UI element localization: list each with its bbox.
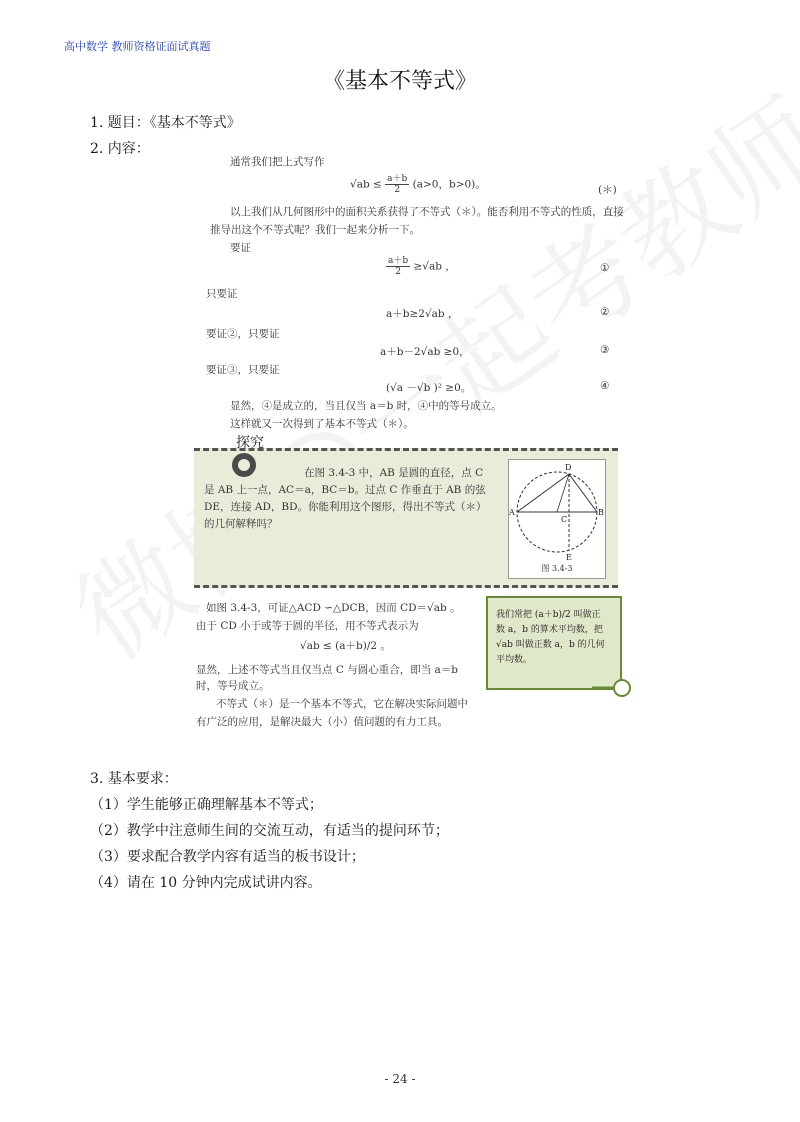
tag-3: ③ <box>600 344 610 356</box>
excerpt-line: 有广泛的应用，是解决最大（小）值问题的有力工具。 <box>196 716 448 728</box>
excerpt-line: 由于 CD 小于或等于圆的半径，用不等式表示为 <box>196 620 419 632</box>
explore-badge-label: 探究 <box>236 435 264 451</box>
tag-star: (＊) <box>598 184 617 196</box>
excerpt-line: 推导出这个不等式呢？我们一起来分析一下。 <box>210 224 420 236</box>
excerpt-line: 要证③，只要证 <box>206 364 280 376</box>
label-D: D <box>565 463 572 472</box>
excerpt-line: 只要证 <box>206 288 238 300</box>
excerpt-line: 通常我们把上式写作 <box>230 156 325 168</box>
excerpt-line: 以上我们从几何图形中的面积关系获得了不等式（＊）。能否利用不等式的性质，直接 <box>230 206 624 218</box>
tag-4: ④ <box>600 380 610 392</box>
figure-caption: 图 3.4-3 <box>541 564 573 573</box>
fraction-numerator: a＋b <box>387 174 408 184</box>
requirement-item: （1）学生能够正确理解基本不等式； <box>90 797 323 813</box>
requirement-item: （2）教学中注意师生间的交流互动，有适当的提问环节； <box>90 823 449 839</box>
excerpt-line: 这样就又一次得到了基本不等式（＊）。 <box>230 418 414 430</box>
topic-line: 1. 题目：《基本不等式》 <box>90 115 241 131</box>
margin-note-text <box>496 608 614 668</box>
excerpt-line: 显然，④是成立的，当且仅当 a＝b 时，④中的等号成立。 <box>230 400 502 412</box>
requirements-label: 3. 基本要求： <box>90 771 178 787</box>
excerpt-equation: √ab ≤ (a＋b)/2 。 <box>300 640 391 652</box>
page-number: - 24 - <box>384 1072 416 1086</box>
equation-2: a＋b≥2√ab ， <box>386 308 459 320</box>
page-header: 高中数学 教师资格证面试真题 <box>64 40 211 53</box>
label-C: C <box>561 515 568 524</box>
fraction-denominator: 2 <box>394 185 401 195</box>
ineq-left: √ab ≤ <box>350 178 386 191</box>
note-decoration-icon <box>592 678 632 698</box>
note-line: 我们常把 (a＋b)/2 叫做正 <box>496 610 601 620</box>
equation-1 <box>386 256 456 277</box>
excerpt-line: 如图 3.4-3，可证△ACD ∽△DCB，因而 CD＝√ab 。 <box>206 602 461 614</box>
excerpt-line: 要证 <box>230 242 251 254</box>
figure-3-4-3 <box>508 459 606 579</box>
label-E: E <box>566 553 572 562</box>
requirement-item: （3）要求配合教学内容有适当的板书设计； <box>90 849 365 865</box>
eq1-rest: ≥√ab ， <box>413 260 456 273</box>
note-line: 数 a，b 的算术平均数，把 <box>496 625 603 635</box>
ineq-condition: (a>0，b>0)。 <box>412 178 486 191</box>
excerpt-line: 不等式（＊）是一个基本不等式，它在解决实际问题中 <box>216 698 468 710</box>
excerpt-line: 显然，上述不等式当且仅当点 C 与圆心重合，即当 a＝b <box>196 664 459 676</box>
excerpt-line: 要证②，只要证 <box>206 328 280 340</box>
explore-box <box>194 435 618 588</box>
label-A: A <box>509 508 515 517</box>
inequality-star <box>350 174 486 195</box>
tag-2: ② <box>600 306 610 318</box>
ineq-fraction <box>385 174 409 195</box>
label-B: B <box>598 508 604 517</box>
explore-text: 在图 3.4-3 中，AB 是圆的直径，点 C 是 AB 上一点，AC＝a，BC＝b。过点 C 作垂直于 AB 的弦 DE，连接 AD，BD。你能利用这个图形，得出不等式（＊）的几何解释吗？ <box>204 467 487 530</box>
eq1-fraction <box>386 256 410 277</box>
requirement-item: （4）请在 10 分钟内完成试讲内容。 <box>90 875 322 891</box>
textbook-excerpt <box>190 152 622 752</box>
excerpt-line: 时，等号成立。 <box>196 680 270 692</box>
tag-1: ① <box>600 262 610 274</box>
content-label: 2. 内容： <box>90 141 150 157</box>
fraction-numerator: a＋b <box>388 256 409 266</box>
equation-3: a＋b－2√ab ≥0， <box>380 346 470 358</box>
margin-note <box>486 596 622 690</box>
equation-4: (√a －√b )² ≥0。 <box>386 382 472 394</box>
note-line: √ab 叫做正数 a，b 的几何 <box>496 640 605 650</box>
page-title: 《基本不等式》 <box>322 69 477 94</box>
note-line: 平均数。 <box>496 655 533 665</box>
fraction-denominator: 2 <box>395 267 401 277</box>
